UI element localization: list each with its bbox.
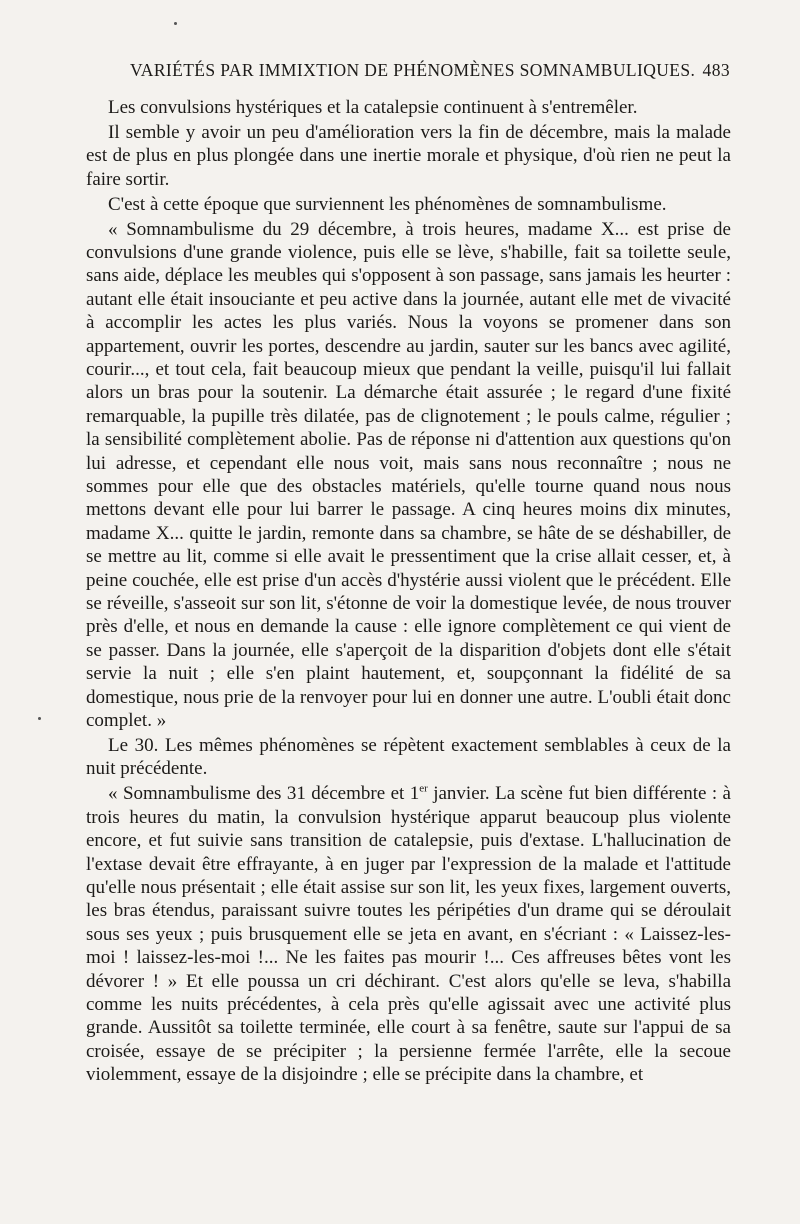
paragraph: Les convulsions hystériques et la catalepsie continuent à s'entremêler. [108, 97, 638, 118]
paragraph-text-rest: janvier. La scène fut bien différente : à trois heures du matin, la convulsion hystérique apparut beaucoup plus violente encore, et fut suivie sans transition de catalepsie, puis d'extase. L'hallucination de l'extase devait être effrayante, à en juger par l'expression de la malade et l'attitude qu'elle nous présentait ; elle était assise sur son lit, les yeux fixes, largement ouverts, les bras étendus, paraissant suivre toutes les péripéties d'un drame qui se déroulait sous ses yeux ; puis brusquement elle se jeta en avant, en s'écriant : « Laissez-les-moi ! laissez-les-moi !... Ne les faites pas mourir !... Ces affreuses bêtes vont les dévorer ! » Et elle poussa un cri déchirant. C'est alors qu'elle se leva, s'habilla comme les nuits précédentes, à cela près qu'elle agissait avec une activité plus grande. Aussitôt sa toilette terminée, elle court à sa fenêtre, saute sur l'appui de sa croisée, essaye de se précipiter ; la persienne fermée l'arrête, elle la secoue violemment, essaye de la disjoindre ; elle se précipite dans la chambre, et [86, 783, 731, 1086]
page-number: 483 [702, 60, 730, 80]
ordinal-superscript: er [419, 782, 428, 795]
paper-speck [38, 717, 41, 720]
paper-speck [174, 22, 177, 25]
paragraph: Le 30. Les mêmes phénomènes se répètent exactement semblables à ceux de la nuit précédente. [86, 734, 731, 780]
page-body [86, 96, 731, 1087]
paragraph [86, 782, 731, 1086]
running-title: VARIÉTÉS PAR IMMIXTION DE PHÉNOMÈNES SOMNAMBULIQUES. [130, 60, 696, 80]
paragraph-text-start: « Somnambulisme des 31 décembre et 1 [108, 783, 420, 805]
paragraph: Il semble y avoir un peu d'amélioration vers la fin de décembre, mais la malade est de plus en plus plongée dans une inertie morale et physique, d'où rien ne peut la faire sortir. [86, 121, 731, 190]
paragraph: C'est à cette époque que surviennent les phénomènes de somnambulisme. [108, 193, 667, 215]
paragraph: « Somnambulisme du 29 décembre, à trois heures, madame X... est prise de convulsions d'une grande violence, puis elle se lève, s'habille, fait sa toilette seule, sans aide, déplace les meubles qui s'opposent à son passage, sans jamais les heurter : autant elle était insouciante et peu active dans la journée, autant elle met de vivacité à accomplir les actes les plus variés. Nous la voyons se promener dans son appartement, ouvrir les portes, descendre au jardin, sauter sur les bancs avec agilité, courir..., et tout cela, fait beaucoup mieux que pendant la veille, puisqu'il lui fallait alors un bras pour la soutenir. La démarche était assurée ; le regard d'une fixité remarquable, la pupille très dilatée, pas de clignotement ; le pouls calme, régulier ; la sensibilité complètement abolie. Pas de réponse ni d'attention aux questions qu'on lui adresse, et cependant elle nous voit, mais sans nous reconnaître ; nous ne sommes pour elle que des obstacles matériels, qu'elle tourne quand nous nous mettons devant elle pour lui barrer le passage. A cinq heures moins dix minutes, madame X... quitte le jardin, remonte dans sa chambre, se hâte de se déshabiller, de se mettre au lit, comme si elle avait le pressentiment que la crise allait cesser, et, à peine couchée, elle est prise d'un accès d'hystérie aussi violent que le précédent. Elle se réveille, s'asseoit sur son lit, s'étonne de voir la domestique levée, de nous trouver près d'elle, et nous en demande la cause : elle ignore complètement ce qui vient de se passer. Dans la journée, elle s'aperçoit de la disparition d'objets dont elle s'était servie la nuit ; elle s'en plaint hautement, et, soupçonnant la fidélité de sa domestique, nous prie de la renvoyer pour lui en donner une autre. L'oubli était donc complet. » [86, 218, 731, 732]
